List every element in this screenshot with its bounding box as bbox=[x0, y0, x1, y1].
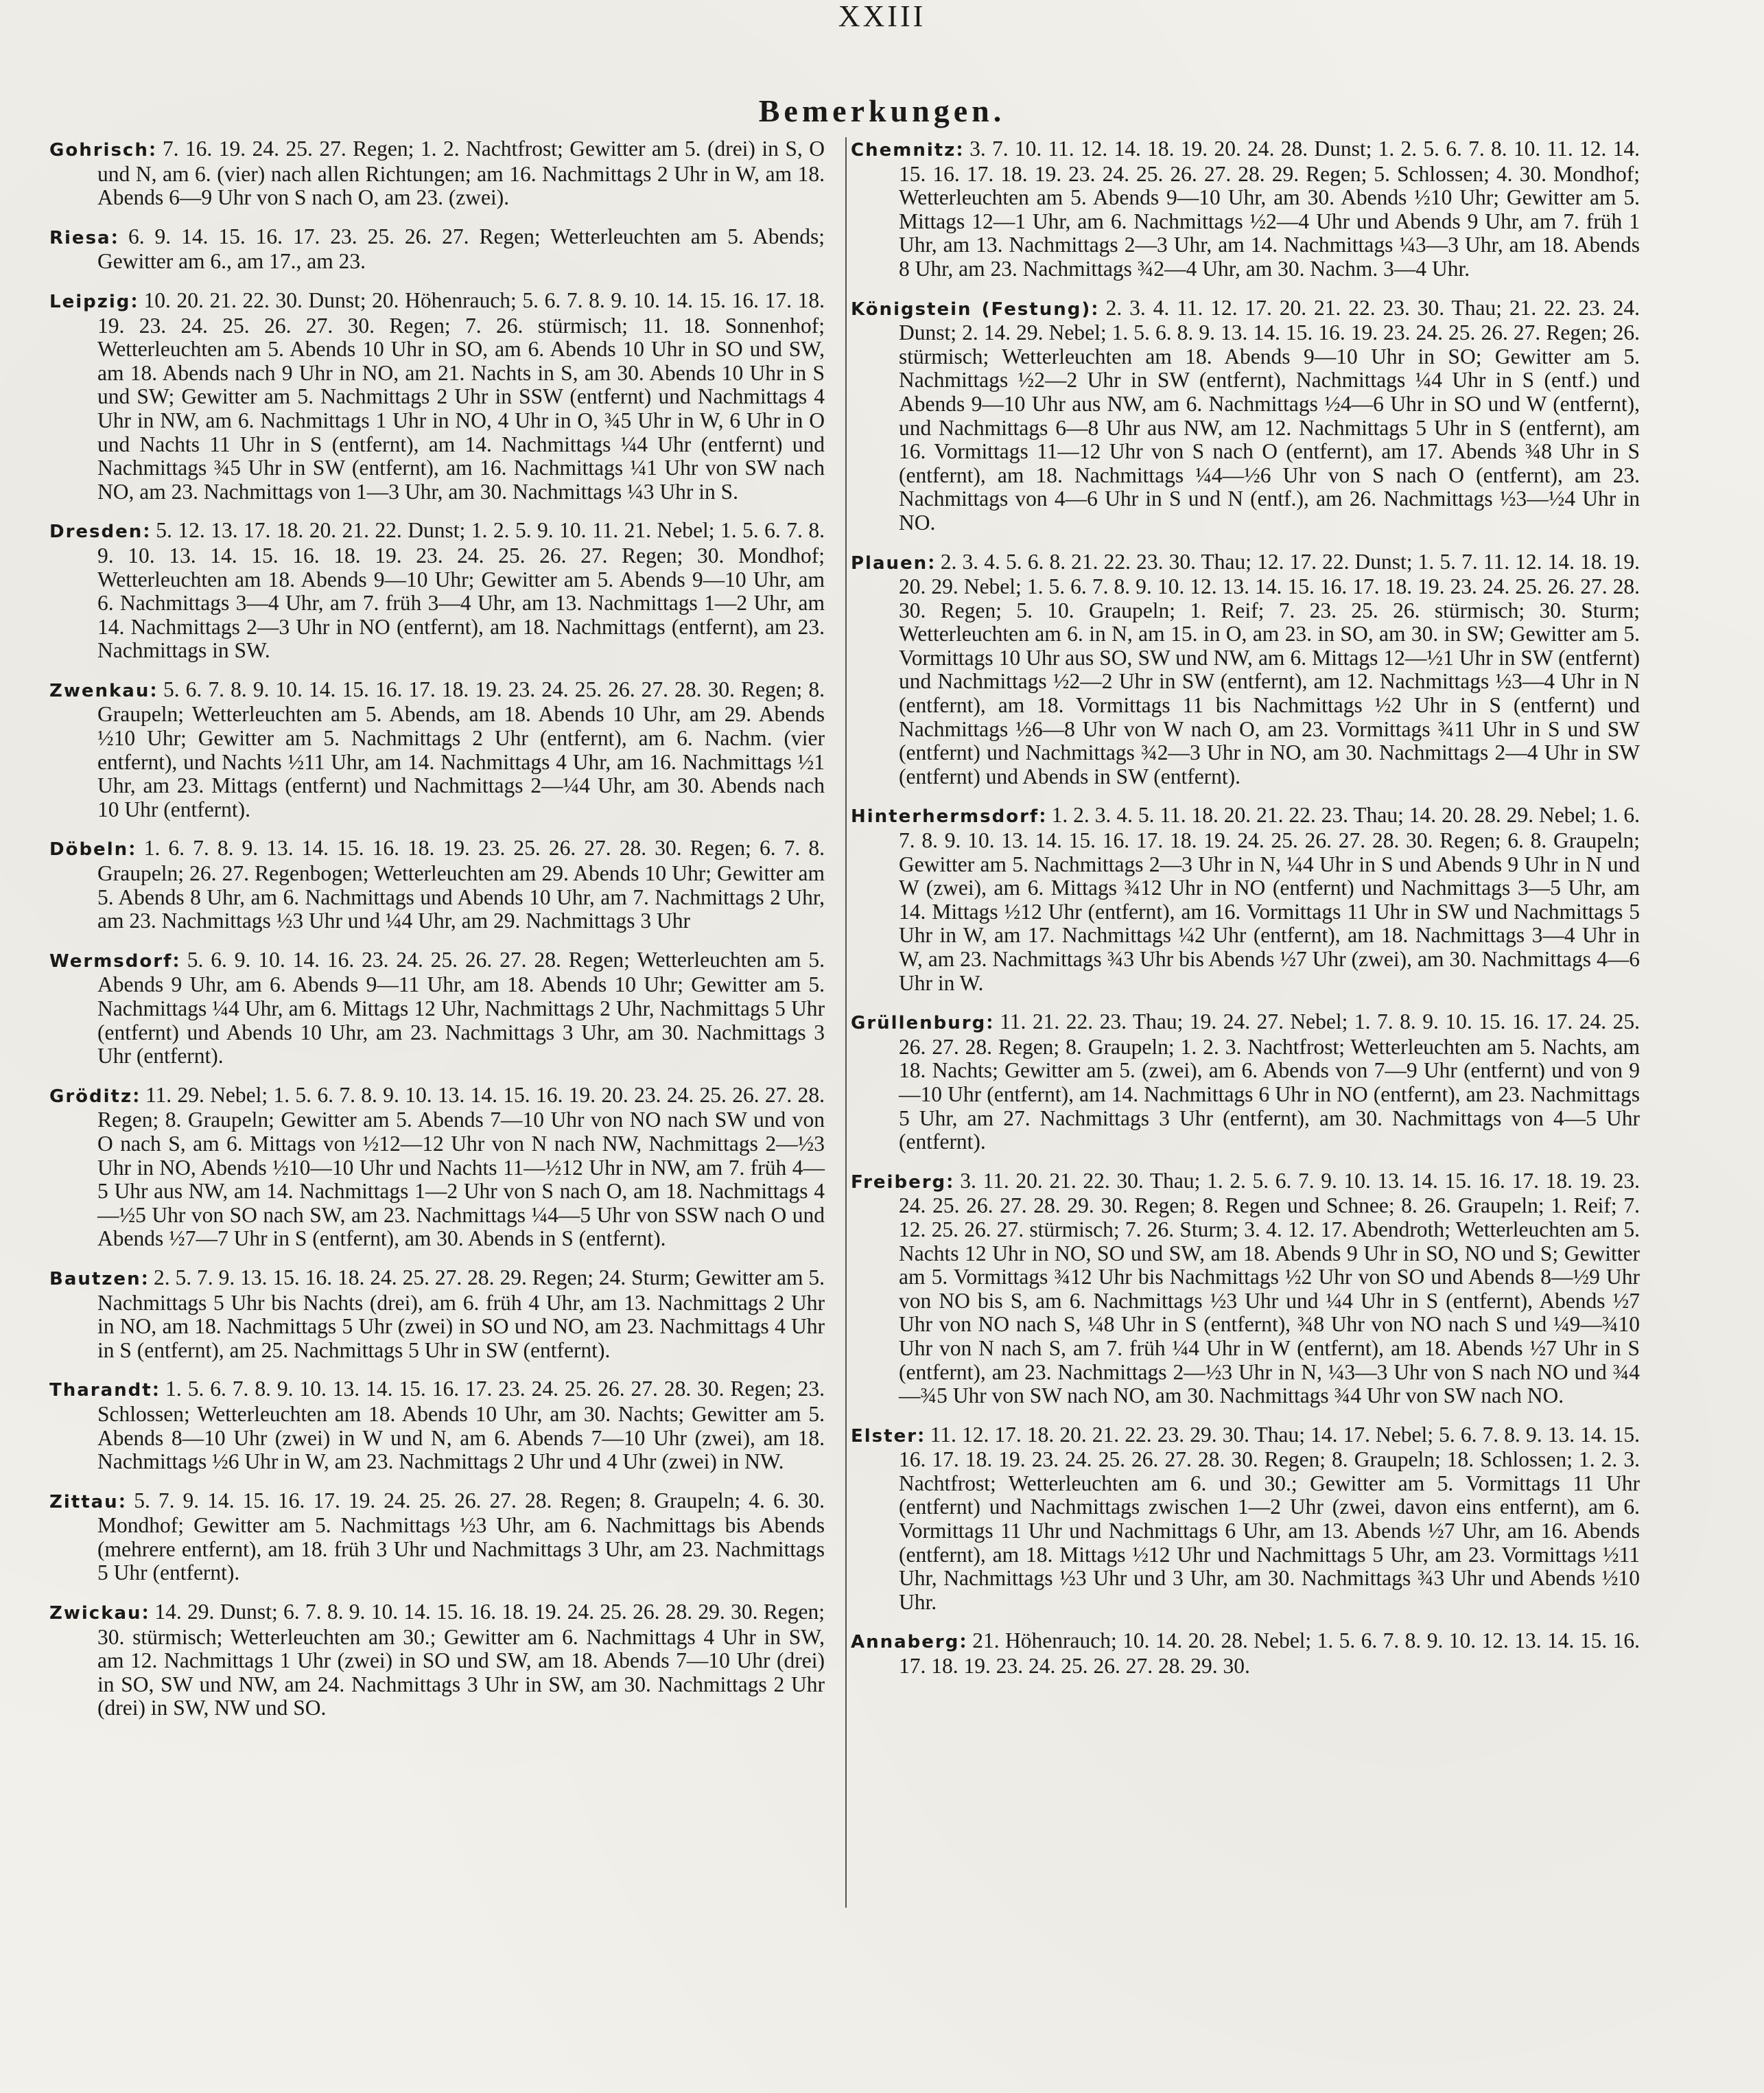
station-entry bbox=[49, 678, 825, 822]
station-remarks: 5. 7. 9. 14. 15. 16. 17. 19. 24. 25. 26. 27. 28. Regen; 8. Graupeln; 4. 6. 30. Mondhof; Gewitter am 5. Nachmittags ½3 Uhr, am 6. Nachmittags bis Abends (mehrere entfernt), am 18. früh 3 Uhr und Nachmittags 3 Uhr, am 23. Nachmittags 5 Uhr (entfernt). bbox=[97, 1488, 825, 1585]
station-name: Königstein (Festung) bbox=[851, 299, 1092, 320]
station-entry bbox=[49, 948, 825, 1068]
station-remarks: 3. 11. 20. 21. 22. 30. Thau; 1. 2. 5. 6. 7. 9. 10. 13. 14. 15. 16. 17. 18. 19. 23. 24. 25. 26. 27. 28. 29. 30. Regen; 8. Regen und Schnee; 8. 26. Graupeln; 1. Reif; 7. 12. 25. 26. 27. stürmisch; 7. 26. Sturm; 3. 4. 12. 17. Abendroth; Wetterleuchten am 5. Nachts 12 Uhr in NO, SO und SW, am 18. Abends 9 Uhr in SO, NO und S; Gewitter am 5. Vormittags ¾12 Uhr bis Nachmittags ½2 Uhr von SO und Abends 8—½9 Uhr von NO bis S, am 6. Nachmittags ½3 Uhr und ¼4 Uhr in S (entfernt), Abends ½7 Uhr von NO nach S, ¼8 Uhr in S (entfernt), ¾8 Uhr von NO nach S und ¼9—¾10 Uhr von N nach S, am 7. früh ¼4 Uhr in W (entfernt), am 18. Abends ½7 Uhr in S (entfernt), am 23. Nachmittags 2—½3 Uhr in N, ¼3—3 Uhr von S nach NO und ¾4—¾5 Uhr von SW nach NO, am 30. Nachmittags ¾4 Uhr von SW nach NO. bbox=[899, 1168, 1640, 1408]
station-entry bbox=[49, 289, 825, 504]
station-colon: : bbox=[143, 518, 156, 543]
station-colon: : bbox=[172, 947, 187, 972]
station-colon: : bbox=[110, 224, 129, 248]
station-entry bbox=[49, 1600, 825, 1720]
station-colon: : bbox=[152, 1377, 166, 1401]
station-colon: : bbox=[148, 137, 163, 161]
station-remarks: 2. 5. 7. 9. 13. 15. 16. 18. 24. 25. 27. 28. 29. Regen; 24. Sturm; Gewitter am 5. Nachmittags 5 Uhr bis Nachts (drei), am 6. früh 4 Uhr, am 13. Nachmittags 2 Uhr in NO, am 18. Nachmittags 5 Uhr (zwei) in SO und NO, am 23. Nachmittags 4 Uhr in S (entfernt), am 25. Nachmittags 5 Uhr in SW (entfernt). bbox=[97, 1265, 825, 1362]
station-remarks: 5. 6. 7. 8. 9. 10. 14. 15. 16. 17. 18. 19. 23. 24. 25. 26. 27. 28. 30. Regen; 8. Graupeln; Wetterleuchten am 5. Abends, am 18. Abends 10 Uhr, am 29. Abends ½10 Uhr; Gewitter am 5. Nachmittags 2 Uhr (entfernt), am 6. Nachm. (vier entfernt), und Nachts ½11 Uhr, am 14. Nachmittags 4 Uhr, am 16. Nachmittags ½1 Uhr, am 23. Mittags (entfernt) und Nachmittags 2—¼4 Uhr, am 30. Abends nach 10 Uhr (entfernt). bbox=[97, 677, 825, 821]
station-colon: : bbox=[132, 1082, 145, 1107]
station-entry bbox=[49, 1489, 825, 1585]
station-remarks: 11. 29. Nebel; 1. 5. 6. 7. 8. 9. 10. 13. 14. 15. 16. 19. 20. 23. 24. 25. 26. 27. 28. Regen; 8. Graupeln; Gewitter am 5. Abends 7—10 Uhr von NO nach SW und von O nach S, am 6. Mittags von ½12—12 Uhr von N nach NW, Nachmittags 2—½3 Uhr in NO, Abends ½10—10 Uhr und Nachts 11—½12 Uhr in NW, am 7. früh 4—5 Uhr aus NW, am 14. Nachmittags 1—2 Uhr von S nach O, am 18. Nachmittags 4—½5 Uhr von SO nach SW, am 23. Nachmittags ¼4—5 Uhr von SSW nach O und Abends ½7—7 Uhr in S (entfernt), am 30. Abends in S (entfernt). bbox=[97, 1082, 825, 1251]
station-colon: : bbox=[928, 549, 941, 574]
station-colon: : bbox=[128, 836, 144, 861]
station-entry bbox=[851, 137, 1640, 281]
station-entry bbox=[851, 1629, 1640, 1678]
station-colon: : bbox=[956, 137, 970, 161]
column-divider bbox=[845, 137, 847, 1908]
station-remarks: 2. 3. 4. 5. 6. 8. 21. 22. 23. 30. Thau; 12. 17. 22. Dunst; 1. 5. 7. 11. 12. 14. 18. 19. 20. 29. Nebel; 1. 5. 6. 7. 8. 9. 10. 12. 13. 14. 15. 16. 17. 18. 19. 23. 24. 25. 26. 27. 28. 30. Regen; 5. 10. Graupeln; 1. Reif; 7. 23. 25. 26. stürmisch; 30. Sturm; Wetterleuchten am 6. in N, am 15. in O, am 23. in SO, am 30. in SW; Gewitter am 5. Vormittags 10 Uhr aus SO, SW und NW, am 6. Mittags 12—½1 Uhr in SW (entfernt) und Nachmittags ½2—2 Uhr in SW (entfernt), am 12. Nachmittags ½3—4 Uhr in N (entfernt), am 18. Vormittags 11 bis Nachmittags ½2 Uhr in S (entfernt) und Nachmittags ½6—8 Uhr von W nach O, am 23. Vormittags ¾11 Uhr in S und SW (entfernt) und Nachmittags ¾2—3 Uhr in NO, am 30. Nachmittags 2—4 Uhr in SW (entfernt) und Abends in SW (entfernt). bbox=[899, 549, 1640, 788]
station-colon: : bbox=[959, 1628, 973, 1653]
station-remarks: 21. Höhenrauch; 10. 14. 20. 28. Nebel; 1. 5. 6. 7. 8. 9. 10. 12. 13. 14. 15. 16. 17. 18. 19. 23. 24. 25. 26. 27. 28. 29. 30. bbox=[899, 1628, 1640, 1679]
station-name: Döbeln bbox=[49, 839, 129, 861]
station-entry bbox=[49, 837, 825, 933]
station-entry bbox=[49, 1377, 825, 1473]
station-remarks: 1. 2. 3. 4. 5. 11. 18. 20. 21. 22. 23. Thau; 14. 20. 28. 29. Nebel; 1. 6. 7. 8. 9. 10. 13. 14. 15. 16. 17. 18. 19. 24. 25. 26. 27. 28. 30. Regen; 6. 8. Graupeln; Gewitter am 5. Nachmittags 2—3 Uhr in N, ¼4 Uhr in S und Abends 9 Uhr in N und W (zwei), am 6. Mittags ¾12 Uhr in NO (entfernt) und Nachmittags 3—5 Uhr, am 14. Mittags ½12 Uhr (entfernt), am 16. Vormittags 11 Uhr in SW und Nachmittags 5 Uhr in W, am 17. Nachmittags ¼2 Uhr (entfernt), am 18. Nachmittags 3—4 Uhr in W, am 23. Nachmittags ¾3 Uhr bis Abends ½7 Uhr (zwei), am 30. Nachmittags 4—6 Uhr in W. bbox=[899, 803, 1640, 995]
station-colon: : bbox=[917, 1422, 930, 1447]
station-name: Zwenkau bbox=[49, 680, 150, 701]
station-colon: : bbox=[150, 677, 163, 701]
station-name: Leipzig bbox=[49, 291, 131, 312]
station-name: Gohrisch bbox=[49, 140, 149, 161]
station-colon: : bbox=[118, 1488, 134, 1512]
station-remarks: 5. 12. 13. 17. 18. 20. 21. 22. Dunst; 1. 2. 5. 9. 10. 11. 21. Nebel; 1. 5. 6. 7. 8. 9. 10. 13. 14. 15. 16. 18. 19. 23. 24. 25. 26. 27. Regen; 30. Mondhof; Wetterleuchten am 18. Abends 9—10 Uhr; Gewitter am 5. Abends 9—10 Uhr, am 6. Nachmittags 3—4 Uhr, am 7. früh 3—4 Uhr, am 13. Nachmittags 1—2 Uhr, am 14. Nachmittags 2—3 Uhr in NO (entfernt), am 18. Nachmittags (entfernt), am 23. Nachmittags in SW. bbox=[97, 518, 825, 663]
station-name: Wermsdorf bbox=[49, 950, 173, 972]
station-name: Bautzen bbox=[49, 1268, 141, 1289]
station-name: Annaberg bbox=[851, 1632, 960, 1653]
station-name: Riesa bbox=[49, 227, 111, 248]
station-entry bbox=[49, 1084, 825, 1251]
page-number: XXIII bbox=[838, 0, 926, 33]
station-remarks: 7. 16. 19. 24. 25. 27. Regen; 1. 2. Nachtfrost; Gewitter am 5. (drei) in S, O und N, am 6. (vier) nach allen Richtungen; am 16. Nachmittags 2 Uhr in W, am 18. Abends 6—9 Uhr von S nach O, am 23. (zwei). bbox=[97, 137, 825, 210]
station-name: Hinterhermsdorf bbox=[851, 806, 1039, 828]
station-remarks: 6. 9. 14. 15. 16. 17. 23. 25. 26. 27. Regen; Wetterleuchten am 5. Abends; Gewitter am 6., am 17., am 23. bbox=[97, 224, 825, 274]
station-name: Plauen bbox=[851, 552, 928, 574]
station-colon: : bbox=[1039, 803, 1052, 828]
station-colon: : bbox=[130, 288, 144, 312]
station-remarks: 11. 12. 17. 18. 20. 21. 22. 23. 29. 30. Thau; 14. 17. Nebel; 5. 6. 7. 8. 9. 13. 14. 15. 16. 17. 18. 19. 23. 24. 25. 26. 27. 28. 30. Regen; 8. Graupeln; 18. Schlossen; 1. 2. 3. Nachtfrost; Wetterleuchten am 6. und 30.; Gewitter am 5. Vormittags 11 Uhr (entfernt) und Nachmittags zwischen 1—2 Uhr (zwei, davon eins entfernt), am 6. Vormittags 11 Uhr und Nachmittags 6 Uhr, am 13. Abends ½7 Uhr, am 16. Abends (entfernt), am 18. Mittags ½12 Uhr und Nachmittags 5 Uhr, am 23. Vormittags ½11 Uhr, Nachmittags ½3 Uhr und 3 Uhr, am 30. Nachmittags ¾3 Uhr und Abends ½10 Uhr. bbox=[899, 1422, 1640, 1614]
station-remarks: 10. 20. 21. 22. 30. Dunst; 20. Höhenrauch; 5. 6. 7. 8. 9. 10. 14. 15. 16. 17. 18. 19. 23. 24. 25. 26. 27. 30. Regen; 7. 26. stürmisch; 11. 18. Sonnenhof; Wetterleuchten am 5. Abends 10 Uhr in SO, am 6. Abends 10 Uhr in SO und SW, am 18. Abends nach 9 Uhr in NO, am 21. Nachts in S, am 30. Abends 10 Uhr in S und SW; Gewitter am 5. Nachmittags 2 Uhr in SSW (entfernt) und Nachmittags 4 Uhr in NW, am 6. Nachmittags 1 Uhr in NO, 4 Uhr in O, ¾5 Uhr in W, 6 Uhr in O und Nachts 11 Uhr in S (entfernt), am 14. Nachmittags ¼4 Uhr (entfernt) und Nachmittags ¾5 Uhr in SW (entfernt), am 16. Nachmittags ¼1 Uhr von SW nach NO, am 23. Nachmittags von 1—3 Uhr, am 30. Nachmittags ¼3 Uhr in S. bbox=[97, 288, 825, 504]
station-colon: : bbox=[141, 1600, 155, 1624]
station-colon: : bbox=[986, 1009, 1000, 1034]
station-name: Tharandt bbox=[49, 1380, 152, 1401]
station-colon: : bbox=[946, 1168, 961, 1193]
station-entry bbox=[49, 137, 825, 210]
station-name: Dresden bbox=[49, 522, 143, 543]
station-entry bbox=[851, 550, 1640, 789]
station-colon: : bbox=[141, 1265, 154, 1289]
station-name: Grüllenburg bbox=[851, 1013, 987, 1034]
station-remarks: 5. 6. 9. 10. 14. 16. 23. 24. 25. 26. 27. 28. Regen; Wetterleuchten am 5. Abends 9 Uhr, am 6. Abends 9—11 Uhr, am 18. Abends 10 Uhr; Gewitter am 5. Nachmittags ¼4 Uhr, am 6. Mittags 12 Uhr, Nachmittags 2 Uhr, Nachmittags 5 Uhr (entfernt) und Abends 10 Uhr, am 23. Nachmittags 3 Uhr, am 30. Nachmittags 3 Uhr (entfernt). bbox=[97, 947, 825, 1068]
station-remarks: 1. 5. 6. 7. 8. 9. 10. 13. 14. 15. 16. 17. 23. 24. 25. 26. 27. 28. 30. Regen; 23. Schlossen; Wetterleuchten am 18. Abends 10 Uhr, am 30. Nachts; Gewitter am 5. Abends 8—10 Uhr (zwei) in W und N, am 6. Abends 7—10 Uhr (zwei), am 18. Nachmittags ½6 Uhr in W, am 23. Nachmittags 2 Uhr und 4 Uhr (zwei) in NW. bbox=[97, 1377, 825, 1474]
station-remarks: 14. 29. Dunst; 6. 7. 8. 9. 10. 14. 15. 16. 18. 19. 24. 25. 26. 28. 29. 30. Regen; 30. stürmisch; Wetterleuchten am 30.; Gewitter am 6. Nachmittags 4 Uhr in SW, am 12. Nachmittags 1 Uhr (zwei) in SO und SW, am 18. Abends 7—10 Uhr (drei) in SO, SW und NW, am 24. Nachmittags 3 Uhr in SW, am 30. Nachmittags 2 Uhr (drei) in SW, NW und SO. bbox=[97, 1600, 825, 1720]
station-name: Elster bbox=[851, 1425, 918, 1447]
station-remarks: 1. 6. 7. 8. 9. 13. 14. 15. 16. 18. 19. 23. 25. 26. 27. 28. 30. Regen; 6. 7. 8. Graupeln; 26. 27. Regenbogen; Wetterleuchten am 29. Abends 10 Uhr; Gewitter am 5. Abends 8 Uhr, am 6. Nachmittags und Abends 10 Uhr, am 7. Nachmittags 2 Uhr, am 23. Nachmittags ½3 Uhr und ¼4 Uhr, am 29. Nachmittags 3 Uhr bbox=[97, 836, 825, 933]
station-name: Freiberg bbox=[851, 1171, 947, 1193]
station-entry bbox=[851, 1169, 1640, 1408]
station-remarks: 3. 7. 10. 11. 12. 14. 18. 19. 20. 24. 28. Dunst; 1. 2. 5. 6. 7. 8. 10. 11. 12. 14. 15. 16. 17. 18. 19. 23. 24. 25. 26. 27. 28. 29. Regen; 5. Schlossen; 4. 30. Mondhof; Wetterleuchten am 5. Abends 9—10 Uhr, am 30. Abends ½10 Uhr; Gewitter am 5. Mittags 12—1 Uhr, am 6. Nachmittags ½2—4 Uhr und Abends 9 Uhr, am 7. früh 1 Uhr, am 13. Nachmittags 2—3 Uhr, am 14. Nachmittags ¼3—3 Uhr, am 18. Abends 8 Uhr, am 23. Nachmittags ¾2—4 Uhr, am 30. Nachm. 3—4 Uhr. bbox=[899, 137, 1640, 281]
left-column bbox=[49, 137, 825, 1735]
station-entry bbox=[49, 519, 825, 663]
right-column bbox=[851, 137, 1640, 1694]
station-entry bbox=[851, 1010, 1640, 1154]
station-entry bbox=[851, 1423, 1640, 1615]
station-entry bbox=[49, 1266, 825, 1362]
page-title: Bemerkungen. bbox=[758, 93, 1006, 128]
station-colon: : bbox=[1091, 295, 1106, 320]
station-name: Chemnitz bbox=[851, 140, 956, 161]
station-entry bbox=[49, 225, 825, 274]
station-name: Zittau bbox=[49, 1491, 119, 1512]
station-remarks: 11. 21. 22. 23. Thau; 19. 24. 27. Nebel; 1. 7. 8. 9. 10. 15. 16. 17. 24. 25. 26. 27. 28. Regen; 8. Graupeln; 1. 2. 3. Nachtfrost; Wetterleuchten am 5. Nachts, am 18. Nachts; Gewitter am 5. (zwei), am 6. Abends von 7—9 Uhr (entfernt) und von 9—10 Uhr (entfernt), am 14. Nachmittags 6 Uhr in NO (entfernt), am 23. Nachmittags 5 Uhr, am 27. Nachmittags 3 Uhr (entfernt), am 30. Nachmittags von 4—5 Uhr (entfernt). bbox=[899, 1009, 1640, 1154]
station-entry bbox=[851, 804, 1640, 995]
station-remarks: 2. 3. 4. 11. 12. 17. 20. 21. 22. 23. 30. Thau; 21. 22. 23. 24. Dunst; 2. 14. 29. Nebel; 1. 5. 6. 8. 9. 13. 14. 15. 16. 19. 23. 24. 25. 26. 27. Regen; 26. stürmisch; Wetterleuchten am 18. Abends 9—10 Uhr in SO; Gewitter am 5. Nachmittags ½2—2 Uhr in SW (entfernt), Nachmittags ¼4 Uhr in S (entf.) und Abends 9—10 Uhr aus NW, am 6. Nachmittags ½4—6 Uhr in SO und W (entfernt), und Nachmittags 6—8 Uhr aus NW, am 12. Nachmittags 5 Uhr in S (entfernt), am 16. Vormittags 11—12 Uhr von S nach O (entfernt), am 17. Abends ¾8 Uhr in S (entfernt), am 18. Nachmittags ¼4—½6 Uhr von S nach O (entfernt), am 23. Nachmittags von 4—6 Uhr in S und N (entf.), am 26. Nachmittags ½3—½4 Uhr in NO. bbox=[899, 295, 1640, 535]
station-name: Zwickau bbox=[49, 1603, 142, 1624]
station-entry bbox=[851, 296, 1640, 535]
station-name: Gröditz bbox=[49, 1086, 133, 1107]
